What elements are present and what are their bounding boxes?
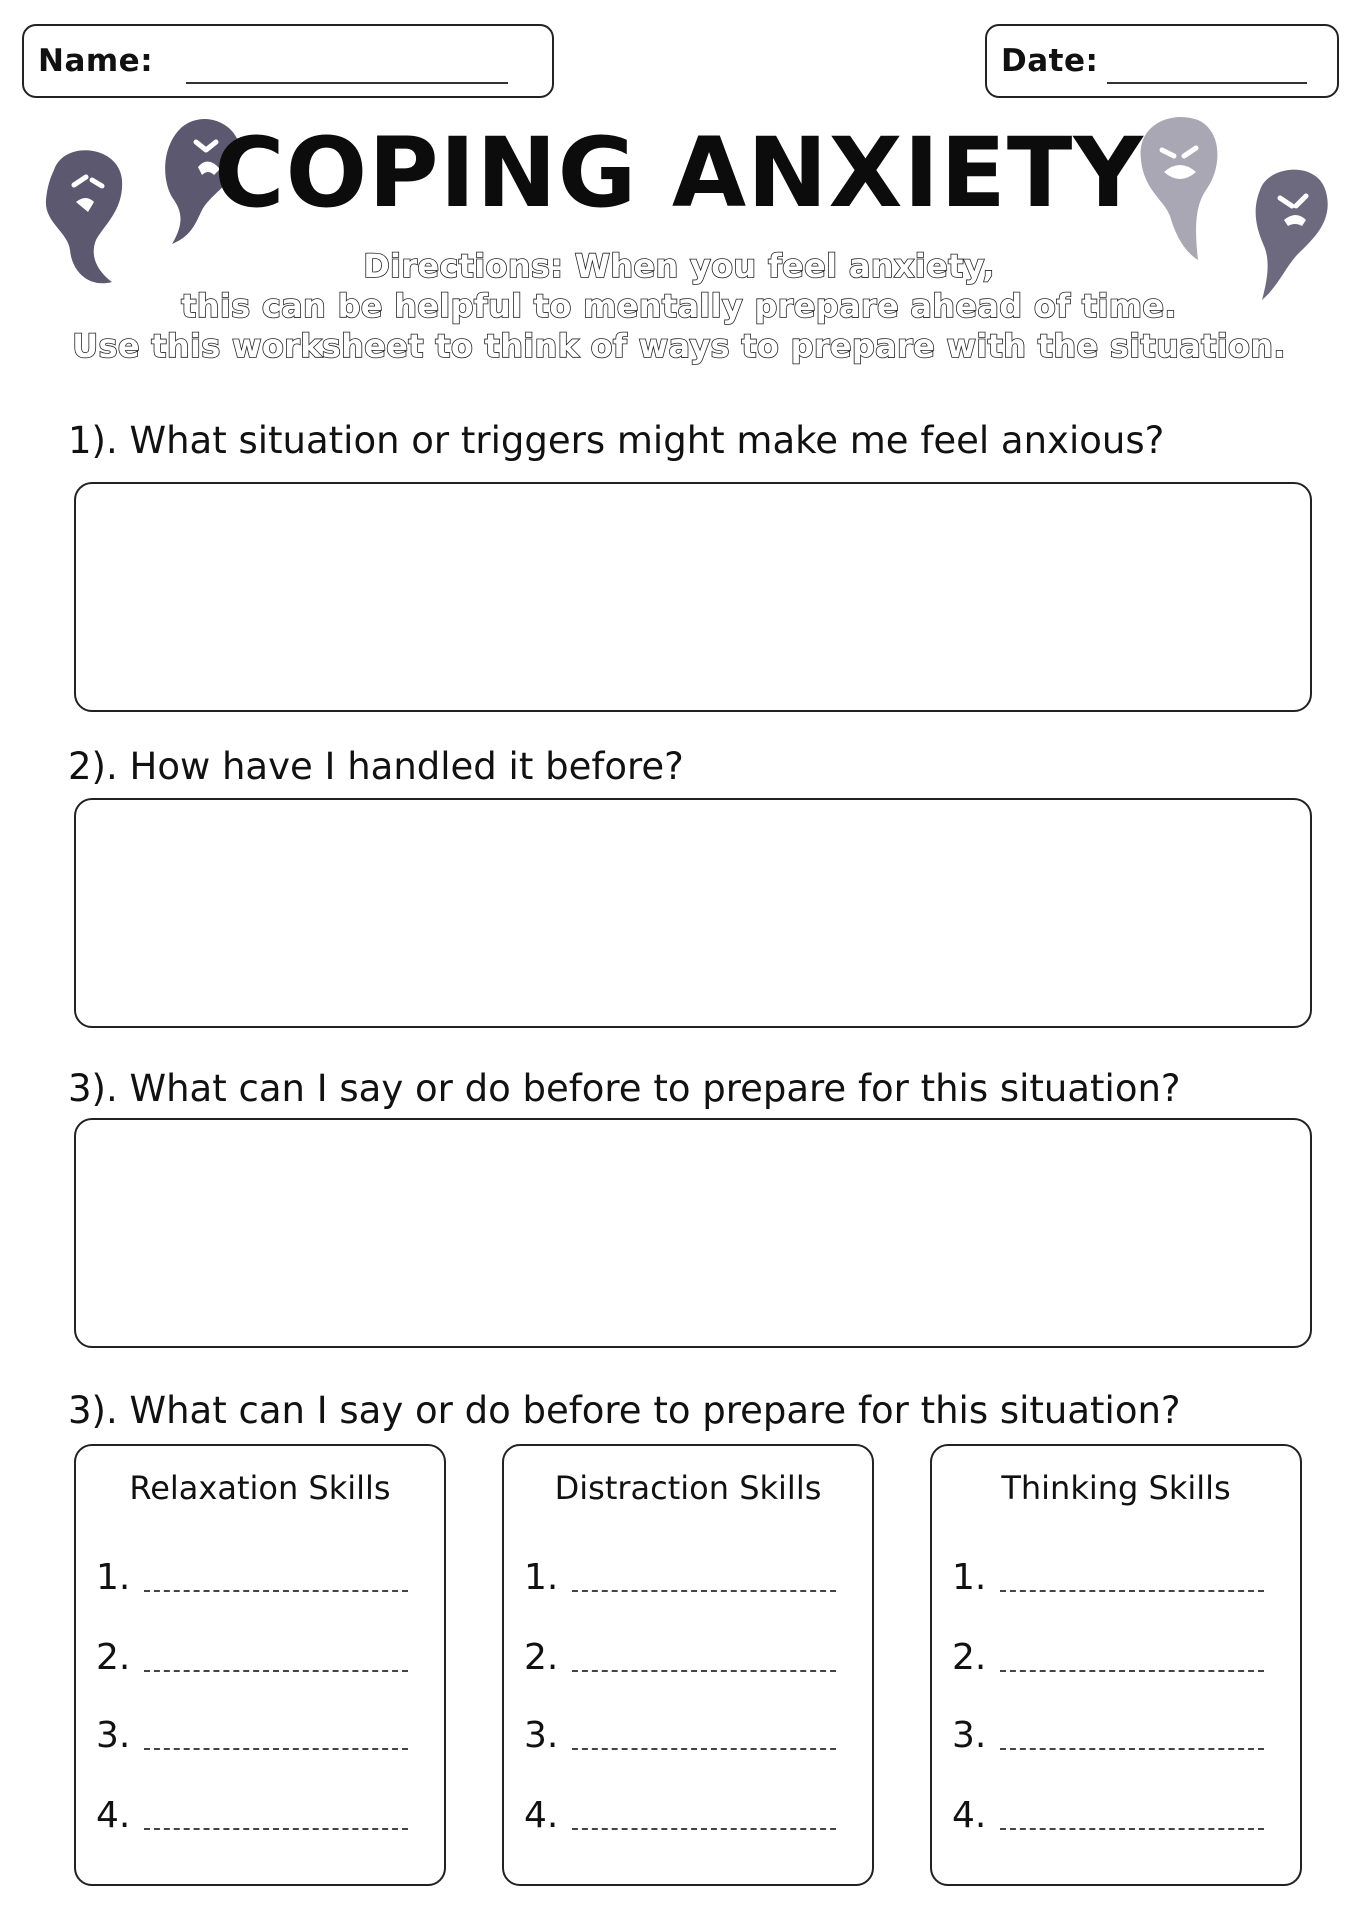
skill-item-line[interactable] — [572, 1670, 836, 1672]
skill-item-line[interactable] — [572, 1590, 836, 1592]
question-3: 3). What can I say or do before to prepare for this situation? — [68, 1067, 1181, 1110]
skill-item-number: 1. — [96, 1557, 131, 1598]
skill-item-line[interactable] — [1000, 1670, 1264, 1672]
name-field[interactable] — [22, 24, 554, 98]
question-1: 1). What situation or triggers might make me feel anxious? — [68, 419, 1165, 462]
skill-item-line[interactable] — [1000, 1828, 1264, 1830]
answer-box-2[interactable] — [74, 798, 1312, 1028]
skill-box-distraction — [502, 1444, 874, 1886]
skill-item-line[interactable] — [144, 1590, 408, 1592]
directions-line: Use this worksheet to think of ways to prepare with the situation. — [72, 327, 1286, 365]
skill-item[interactable] — [524, 1792, 836, 1838]
skill-title: Thinking Skills — [1001, 1469, 1231, 1507]
skill-box-relaxation — [74, 1444, 446, 1886]
skill-item[interactable] — [952, 1712, 1264, 1758]
date-label: Date: — [1001, 43, 1099, 79]
directions — [0, 246, 1358, 366]
skill-item-number: 1. — [524, 1557, 559, 1598]
question-4: 3). What can I say or do before to prepare for this situation? — [68, 1389, 1181, 1432]
name-label: Name: — [38, 43, 154, 79]
skill-item-line[interactable] — [572, 1748, 836, 1750]
skill-item-number: 3. — [96, 1715, 131, 1756]
skill-item[interactable] — [96, 1792, 408, 1838]
skill-item-line[interactable] — [1000, 1748, 1264, 1750]
skill-item[interactable] — [96, 1634, 408, 1680]
skill-box-thinking — [930, 1444, 1302, 1886]
skill-title: Distraction Skills — [554, 1469, 822, 1507]
skill-item-line[interactable] — [144, 1670, 408, 1672]
skill-item-line[interactable] — [1000, 1590, 1264, 1592]
skill-item[interactable] — [96, 1554, 408, 1600]
answer-box-3[interactable] — [74, 1118, 1312, 1348]
question-2: 2). How have I handled it before? — [68, 745, 684, 788]
skill-item-line[interactable] — [144, 1748, 408, 1750]
name-line[interactable] — [186, 82, 508, 84]
skill-item[interactable] — [952, 1554, 1264, 1600]
skill-item[interactable] — [524, 1712, 836, 1758]
date-field[interactable] — [985, 24, 1339, 98]
skill-item[interactable] — [524, 1554, 836, 1600]
skill-item[interactable] — [524, 1634, 836, 1680]
skill-item-line[interactable] — [572, 1828, 836, 1830]
directions-line: Directions: When you feel anxiety, — [363, 247, 995, 285]
skill-item[interactable] — [952, 1634, 1264, 1680]
skill-item-number: 2. — [952, 1637, 987, 1678]
skill-item-number: 3. — [524, 1715, 559, 1756]
skill-item-line[interactable] — [144, 1828, 408, 1830]
skill-item[interactable] — [96, 1712, 408, 1758]
skill-item-number: 3. — [952, 1715, 987, 1756]
page-title: COPING ANXIETY — [214, 117, 1144, 229]
skill-item-number: 4. — [524, 1795, 559, 1836]
skill-item-number: 2. — [96, 1637, 131, 1678]
date-line[interactable] — [1107, 82, 1307, 84]
skill-item-number: 4. — [952, 1795, 987, 1836]
skill-item-number: 4. — [96, 1795, 131, 1836]
answer-box-1[interactable] — [74, 482, 1312, 712]
skill-title: Relaxation Skills — [129, 1469, 391, 1507]
skill-item-number: 1. — [952, 1557, 987, 1598]
skill-item[interactable] — [952, 1792, 1264, 1838]
directions-line: this can be helpful to mentally prepare ahead of time. — [181, 287, 1177, 325]
skill-item-number: 2. — [524, 1637, 559, 1678]
